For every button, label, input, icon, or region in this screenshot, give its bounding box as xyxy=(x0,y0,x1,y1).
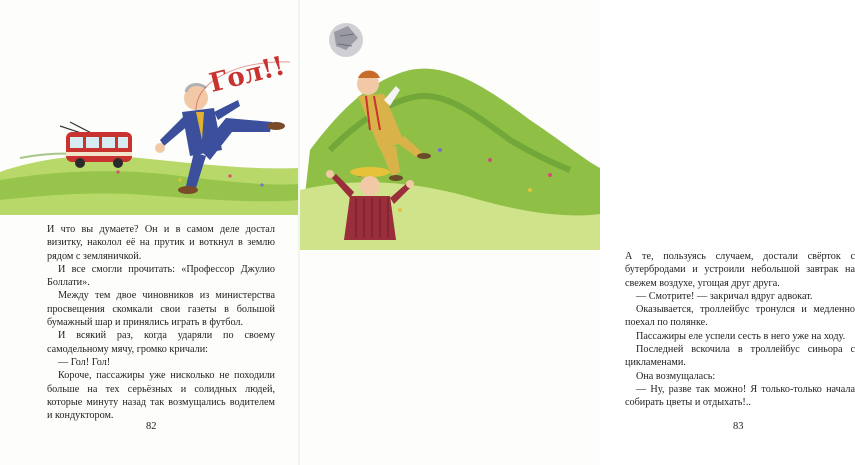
gol-shout: Гол!! xyxy=(206,51,288,99)
right-page-text xyxy=(625,250,855,410)
paragraph: Короче, пассажиры уже нисколько не походили больше на тех серьёзных и солидных людей, которые минуту назад так возмущались водителем и кондуктором. xyxy=(47,370,275,422)
paragraph: Оказывается, троллейбус тронулся и медленно поехал по полянке. xyxy=(625,304,855,329)
paragraph: — Ну, разве так можно! Я только-только начала собирать цветы и отдыхать!.. xyxy=(625,383,855,409)
left-page-text xyxy=(47,223,275,422)
paragraph: И что вы думаете? Он и в самом деле достал визитку, наколол её на прутик и воткнул в землю рядом с земляничкой. xyxy=(47,224,275,262)
illustration-left xyxy=(0,0,300,215)
paragraph: Между тем двое чиновников из министерства просвещения скомкали свои газеты в большой бумажный шар и принялись играть в футбол. xyxy=(47,290,275,329)
trolleybus xyxy=(60,122,132,168)
page-number-left: 82 xyxy=(146,421,157,432)
illustration-right xyxy=(300,0,600,250)
paragraph: — Смотрите! — закричал вдруг адвокат. xyxy=(636,290,813,302)
paragraph: Она возмущалась: xyxy=(636,370,716,382)
paragraph: Последней вскочила в троллейбус синьора с цикламенами. xyxy=(625,344,855,369)
paragraph: Пассажиры еле успели сесть в него уже на ходу. xyxy=(636,330,846,342)
left-page xyxy=(0,0,300,465)
paragraph: А те, пользуясь случаем, достали свёрток с бутербродами и устроили небольшой завтрак на свежем воздухе, угощая друг друга. xyxy=(625,251,855,289)
paragraph: И все смогли прочитать: «Профессор Джулио Боллати». xyxy=(47,263,275,289)
paragraph: И всякий раз, когда ударяли по своему самодельному мячу, громко кричали: xyxy=(47,330,275,355)
right-page xyxy=(300,0,855,465)
paper-ball xyxy=(329,23,363,57)
paragraph: — Гол! Гол! xyxy=(58,356,111,368)
page-number-right: 83 xyxy=(733,421,744,432)
